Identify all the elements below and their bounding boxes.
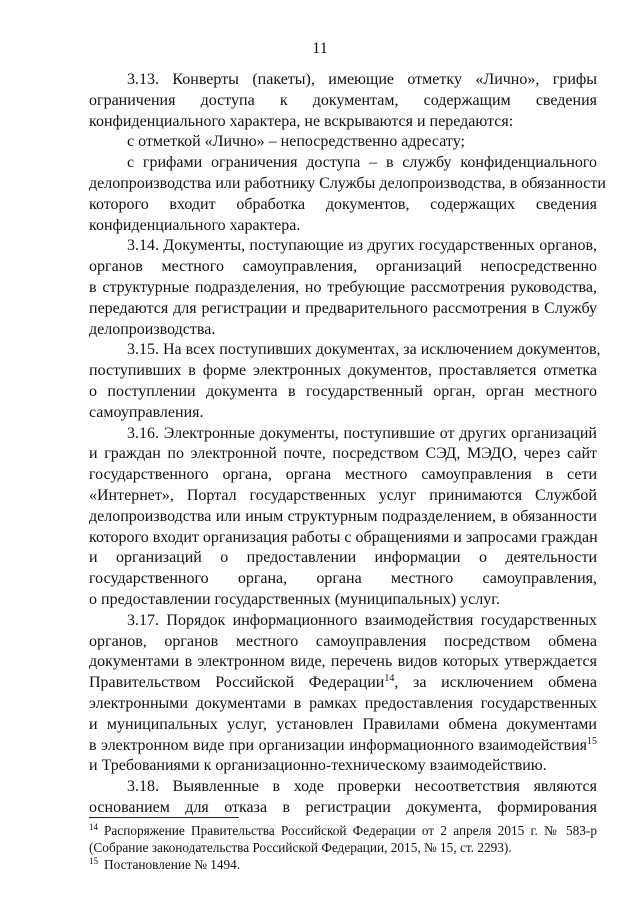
text-line: «Интернет», Портал государственных услуг принимаются Службой [89,486,597,504]
text-line: с отметкой «Лично» – непосредственно адресату; [127,133,465,151]
text-line: в структурные подразделения, но требующие рассмотрения руководства, [89,278,597,296]
paragraph-3-13 [89,70,597,132]
text-line: и организаций о предоставлении информации о деятельности [89,549,597,567]
footnote-text: Постановление № 1494. [104,857,241,872]
text-line: самоуправления. [89,403,204,421]
footnote-ref-15: 15 [587,735,597,747]
paragraph-3-15 [89,340,601,423]
paragraph-3-18 [89,777,597,819]
text-line: ограничения доступа к документам, содержащим сведения [89,91,597,109]
text-line: и муниципальных услуг, установлен Правилами обмена документами [89,715,597,733]
footnote-line [89,856,597,873]
text-line: о предоставлении государственных (муниципальных) услуг. [89,590,500,608]
text-line: передаются для регистрации и предварительного рассмотрения в Службу [89,299,597,317]
text-line: 3.16. Электронные документы, поступившие от других организаций [127,424,597,442]
text-line: органов местного самоуправления, организаций непосредственно [89,258,597,276]
text-line: электронными документами в рамках предоставления государственных [89,694,597,712]
text-line: делопроизводства или иным структурным подразделением, в обязанности [89,507,597,525]
paragraph-grify [89,153,606,236]
footnote-line: (Собрание законодательства Российской Федерации, 2015, № 15, ст. 2293). [89,840,512,855]
text-line: которого входит обработка документов, содержащих сведения [89,195,597,213]
text-line: которого входит организация работы с обращениями и запросами граждан [89,528,598,546]
footnote-mark: 14 [89,822,98,832]
text-line-with-footnote-14 [89,673,597,694]
text-line-with-footnote-15 [89,736,597,757]
text-line: 3.15. На всех поступивших документах, за исключением документов, [127,341,601,359]
text-line: 3.18. Выявленные в ходе проверки несоответствия являются [127,778,597,796]
paragraph-3-17 [89,611,597,777]
text-line: делопроизводства. [89,320,216,338]
text-line: 3.14. Документы, поступающие из других государственных органов, [127,237,597,255]
body-text [89,70,606,819]
text-line: делопроизводства или работнику Службы делопроизводства, в обязанности [89,174,606,192]
text-line: Правительством Российской Федерации [89,674,385,692]
text-line: основанием для отказа в регистрации документа, формирования [89,798,597,816]
text-line: государственного органа, органа местного самоуправления, [89,570,597,588]
footnote-mark: 15 [89,856,98,866]
footnotes [89,822,597,873]
text-line: и Требованиями к организационно-техническому взаимодействию. [89,757,547,775]
text-line: в электронном виде при организации информационного взаимодействия [89,736,587,754]
text-line: с грифами ограничения доступа – в службу конфиденциального [127,154,597,172]
footnote-ref-14: 14 [384,673,395,685]
footnote-15 [89,856,597,873]
text-line-rest: , за исключением обмена [394,674,597,692]
text-line: 3.17. Порядок информационного взаимодействия государственных [127,611,597,629]
paragraph-lichno [89,132,597,153]
footnote-14 [89,822,597,856]
text-line: поступивших в форме электронных документов, проставляется отметка [89,362,597,380]
text-line: о поступлении документа в государственный орган, орган местного [89,382,597,400]
text-line: органов, органов местного самоуправления посредством обмена [89,632,597,650]
page-number: 11 [312,40,328,57]
text-line: конфиденциального характера, не вскрываются и передаются: [89,112,514,130]
footnote-text: Распоряжение Правительства Российской Федерации от 2 апреля 2015 г. № 583-р [104,823,597,838]
text-line: конфиденциального характера. [89,216,301,234]
footnote-line [89,822,597,839]
paragraph-3-16 [89,424,597,611]
text-line: документами в электронном виде, перечень видов которых утверждается [89,653,597,671]
paragraph-3-14 [89,236,597,340]
text-line: государственного органа, органа местного самоуправления в сети [89,466,597,484]
text-line: 3.13. Конверты (пакеты), имеющие отметку «Лично», грифы [127,71,597,88]
footnote-separator [89,817,239,818]
text-line: и граждан по электронной почте, посредством СЭД, МЭДО, через сайт [89,445,597,463]
